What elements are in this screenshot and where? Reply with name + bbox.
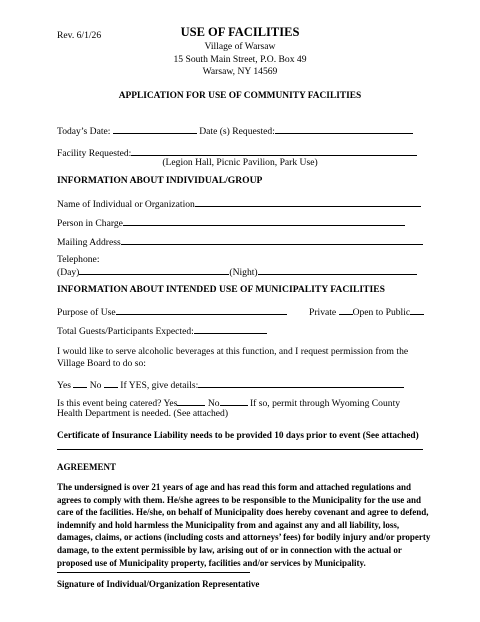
section-divider bbox=[57, 449, 423, 450]
use-section-heading: INFORMATION ABOUT INTENDED USE OF MUNICIPALITY FACILITIES bbox=[57, 284, 386, 295]
person-in-charge-field[interactable] bbox=[123, 216, 405, 226]
guests-expected-label: Total Guests/Participants Expected: bbox=[57, 326, 194, 337]
address-line-3: Warsaw, NY 14569 bbox=[202, 66, 278, 77]
purpose-of-use-label: Purpose of Use bbox=[57, 307, 116, 318]
alcohol-no-label: No bbox=[87, 380, 104, 391]
insurance-note: Certificate of Insurance Liability needs to be provided 10 days prior to event (See attached) bbox=[57, 431, 419, 441]
day-phone-field[interactable] bbox=[79, 265, 229, 275]
agreement-heading: AGREEMENT bbox=[57, 462, 117, 472]
guests-expected-field[interactable] bbox=[194, 324, 267, 334]
form-title: USE OF FACILITIES bbox=[180, 25, 300, 39]
alcohol-details-label: If YES, give details: bbox=[117, 380, 199, 391]
facility-requested-field[interactable] bbox=[131, 146, 417, 156]
organization-name-label: Name of Individual or Organization bbox=[57, 199, 195, 210]
catering-yes-label: Is this event being catered? Yes bbox=[57, 398, 178, 409]
dates-requested-field[interactable] bbox=[275, 124, 413, 134]
signature-line[interactable] bbox=[57, 572, 250, 573]
alcohol-request-text: I would like to serve alcoholic beverages at this function, and I request permission from the Village Board to do so: bbox=[57, 346, 409, 369]
dates-row bbox=[57, 124, 413, 138]
alcohol-yes-label: Yes bbox=[57, 380, 74, 391]
catering-permit-note: If so, permit through Wyoming County bbox=[247, 398, 401, 409]
agreement-text: The undersigned is over 21 years of age and has read this form and attached regulations and agrees to comply with them. He/she agrees to be responsible to the Municipality for the use and care of the facilities. He/she, on behalf of Municipality does hereby covenant and agree to defend, indemnify and hold harmless the Municipality from and against any and all liability, loss, damages, claims, or actions (including costs and attorneys’ fees) for bodily injury and/or property damage, to the extent permissible by law, arising out of or in connection with the actual or proposed use of Municipality property, facilities and/or services by Municipality. bbox=[57, 482, 431, 568]
guests-row bbox=[57, 324, 267, 338]
alcohol-details-field[interactable] bbox=[198, 378, 404, 388]
todays-date-field[interactable] bbox=[113, 124, 197, 134]
mailing-address-field[interactable] bbox=[121, 235, 423, 245]
day-phone-label: (Day) bbox=[57, 267, 80, 278]
open-to-public-label: Open to Public bbox=[352, 307, 411, 318]
open-to-public-field[interactable] bbox=[410, 305, 424, 315]
private-field[interactable] bbox=[339, 305, 353, 315]
revision-date: Rev. 6/1/26 bbox=[57, 30, 102, 41]
address-line-1: Village of Warsaw bbox=[204, 41, 276, 52]
facility-requested-label: Facility Requested: bbox=[57, 148, 132, 159]
alcohol-no-field[interactable] bbox=[104, 378, 118, 388]
purpose-row bbox=[57, 305, 287, 319]
dates-requested-label: Date (s) Requested: bbox=[196, 126, 275, 137]
private-label: Private bbox=[309, 307, 339, 318]
facility-hint: (Legion Hall, Picnic Pavilion, Park Use) bbox=[162, 157, 318, 168]
purpose-of-use-field[interactable] bbox=[116, 305, 287, 315]
telephone-row bbox=[57, 265, 417, 279]
organization-name-row bbox=[57, 197, 421, 211]
mailing-address-label: Mailing Address bbox=[57, 237, 121, 248]
catering-no-field[interactable] bbox=[220, 396, 248, 406]
alcohol-yes-field[interactable] bbox=[73, 378, 87, 388]
person-in-charge-label: Person in Charge bbox=[57, 218, 123, 229]
catering-yes-field[interactable] bbox=[177, 396, 205, 406]
alcohol-choice-row bbox=[57, 378, 404, 392]
organization-name-field[interactable] bbox=[195, 197, 421, 207]
form-subtitle: APPLICATION FOR USE OF COMMUNITY FACILITIES bbox=[118, 91, 362, 101]
privacy-row bbox=[309, 305, 424, 319]
night-phone-field[interactable] bbox=[258, 265, 417, 275]
todays-date-label: Today’s Date: bbox=[57, 126, 113, 137]
night-phone-label: (Night) bbox=[229, 267, 258, 278]
address-line-2: 15 South Main Street, P.O. Box 49 bbox=[173, 54, 307, 65]
person-in-charge-row bbox=[57, 216, 405, 230]
catering-no-label: No bbox=[205, 398, 220, 409]
telephone-label: Telephone: bbox=[57, 254, 100, 265]
signature-label: Signature of Individual/Organization Representative bbox=[57, 579, 260, 589]
health-department-note: Health Department is needed. (See attached) bbox=[57, 408, 229, 419]
individual-section-heading: INFORMATION ABOUT INDIVIDUAL/GROUP bbox=[57, 175, 263, 186]
mailing-address-row bbox=[57, 235, 423, 249]
